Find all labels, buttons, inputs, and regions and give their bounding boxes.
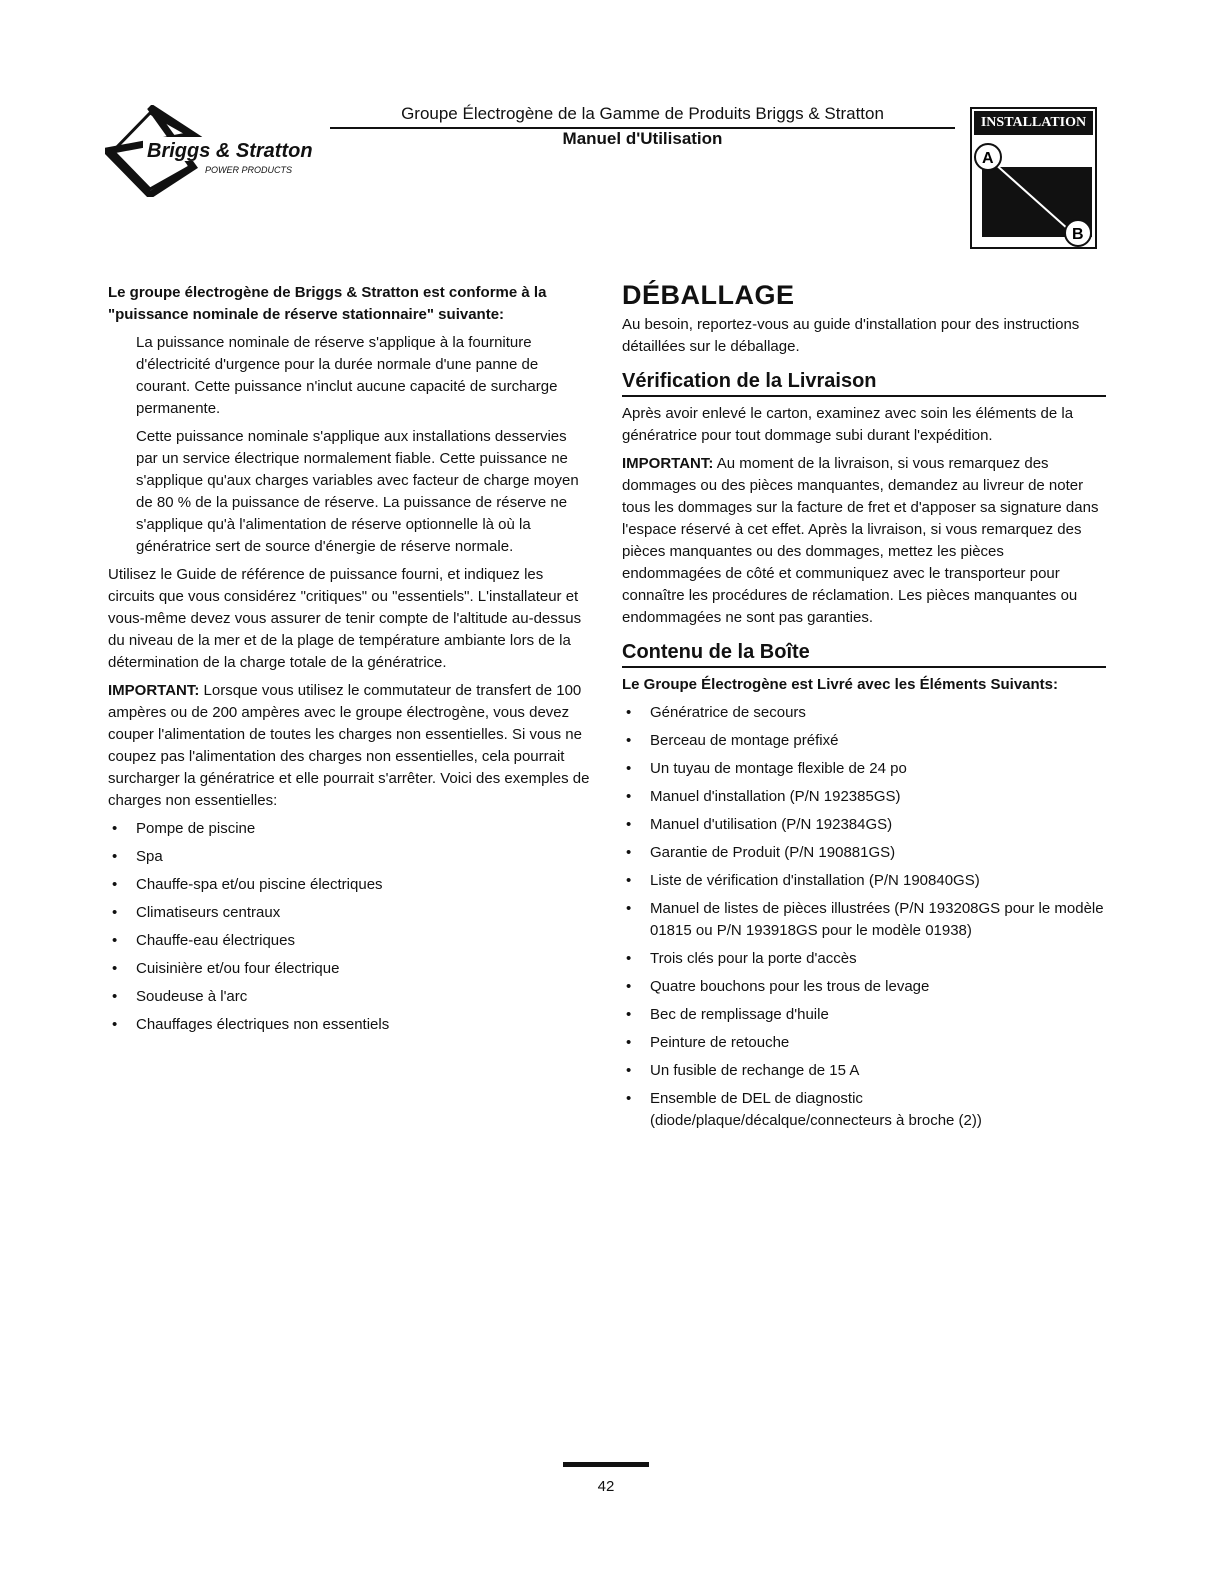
heading-box-contents: Contenu de la Boîte — [622, 641, 1106, 668]
footer-bar — [563, 1462, 649, 1467]
important-text: Lorsque vous utilisez le commutateur de transfert de 100 ampères ou de 200 ampères avec le groupe électrogène, vous devez couper l'alimentation de toutes les charges non essentielles. Si vous ne coupez pas l'alimentation des charges non essentielles, cela pourrait surcharger la génératrice et elle pourrait s'arrêter. Voici des exemples de charges non essentielles: — [108, 682, 590, 809]
standby-rating-paragraph-1: La puissance nominale de réserve s'applique à la fourniture d'électricité d'urgence pour la durée normale d'une panne de courant. Cette puissance n'inclut aucune capacité de surcharge permanente. — [136, 334, 558, 417]
page-number: 42 — [597, 1478, 615, 1495]
important-note — [622, 453, 1106, 629]
box-contents-list — [622, 702, 1106, 1132]
left-column — [108, 282, 592, 1042]
section-icon-label: INSTALLATION — [974, 111, 1093, 135]
list-item: • Chauffages électriques non essentiels — [108, 1014, 592, 1036]
list-item: • Ensemble de DEL de diagnostic (diode/plaque/décalque/connecteurs à broche (2)) — [622, 1088, 1106, 1132]
important-label: IMPORTANT: — [622, 455, 714, 472]
list-item: • Cuisinière et/ou four électrique — [108, 958, 592, 980]
list-item: • Trois clés pour la porte d'accès — [622, 948, 1106, 970]
non-essential-loads-list — [108, 818, 592, 1036]
list-item: • Garantie de Produit (P/N 190881GS) — [622, 842, 1106, 864]
installation-section-icon — [970, 107, 1097, 249]
right-column — [622, 282, 1106, 1138]
list-item: • Quatre bouchons pour les trous de levage — [622, 976, 1106, 998]
list-item: • Chauffe-spa et/ou piscine électriques — [108, 874, 592, 896]
list-item: • Berceau de montage préfixé — [622, 730, 1106, 752]
delivery-check-paragraph: Après avoir enlevé le carton, examinez avec soin les éléments de la génératrice pour tout dommage subi durant l'expédition. — [622, 405, 1074, 444]
heading-delivery-check: Vérification de la Livraison — [622, 370, 1106, 397]
svg-text:A: A — [982, 150, 994, 167]
standby-rating-paragraph-2: Cette puissance nominale s'applique aux installations desservies par un service électrique normalement fiable. Cette puissance ne s'applique qu'aux charges variables avec facteur de charge moyen de 80 % de la puissance de réserve. La puissance de réserve ne s'applique qu'à l'alimentation de réserve optionnelle là où la génératrice sert de source d'énergie de réserve normale. — [136, 428, 579, 555]
list-item: • Manuel de listes de pièces illustrées (P/N 193208GS pour le modèle 01815 ou P/N 193918GS pour le modèle 01938) — [622, 898, 1106, 942]
header-title: Groupe Électrogène de la Gamme de Produits Briggs & Stratton — [330, 103, 955, 129]
list-item: • Un tuyau de montage flexible de 24 po — [622, 758, 1106, 780]
box-contents-intro: Le Groupe Électrogène est Livré avec les Éléments Suivants: — [622, 676, 1059, 693]
list-item: • Génératrice de secours — [622, 702, 1106, 724]
list-item: • Bec de remplissage d'huile — [622, 1004, 1106, 1026]
section-title: DÉBALLAGE — [622, 280, 795, 310]
list-item: • Un fusible de rechange de 15 A — [622, 1060, 1106, 1082]
power-guide-paragraph: Utilisez le Guide de référence de puissance fourni, et indiquez les circuits que vous considérez "critiques" ou "essentiels". L'installateur et vous-même devez vous assurer de tenir compte de l'altitude au-dessus du niveau de la mer et de la plage de température ambiante lors de la détermination de la charge totale de la génératrice. — [108, 566, 582, 671]
list-item: • Pompe de piscine — [108, 818, 592, 840]
svg-text:B: B — [1072, 226, 1084, 243]
list-item: • Liste de vérification d'installation (P/N 190840GS) — [622, 870, 1106, 892]
briggs-stratton-logo — [105, 105, 325, 197]
list-item: • Manuel d'installation (P/N 192385GS) — [622, 786, 1106, 808]
list-item: • Chauffe-eau électriques — [108, 930, 592, 952]
list-item: • Soudeuse à l'arc — [108, 986, 592, 1008]
important-text: Au moment de la livraison, si vous remarquez des dommages ou des pièces manquantes, demandez au livreur de noter tous les dommages sur la facture de fret et d'apposer sa signature dans l'espace réservé à cet effet. Après la livraison, si vous remarquez des pièces manquantes ou des dommages, mettez les pièces endommagées de côté et communiquez avec le transporteur pour connaître les procédures de réclamation. Les pièces manquantes ou endommagées ne sont pas garanties. — [622, 455, 1099, 626]
a-to-b-arrow-icon — [972, 137, 1095, 249]
svg-text:Briggs & Stratton: Briggs & Stratton — [147, 140, 313, 162]
svg-text:POWER PRODUCTS: POWER PRODUCTS — [205, 165, 293, 175]
list-item: • Spa — [108, 846, 592, 868]
unpacking-intro: Au besoin, reportez-vous au guide d'installation pour des instructions détaillées sur le déballage. — [622, 316, 1080, 355]
list-item: • Climatiseurs centraux — [108, 902, 592, 924]
standby-rating-intro: Le groupe électrogène de Briggs & Stratton est conforme à la "puissance nominale de réserve stationnaire" suivante: — [108, 284, 547, 323]
header-subtitle: Manuel d'Utilisation — [562, 129, 723, 148]
important-note — [108, 680, 592, 812]
list-item: • Manuel d'utilisation (P/N 192384GS) — [622, 814, 1106, 836]
important-label: IMPORTANT: — [108, 682, 200, 699]
list-item: • Peinture de retouche — [622, 1032, 1106, 1054]
